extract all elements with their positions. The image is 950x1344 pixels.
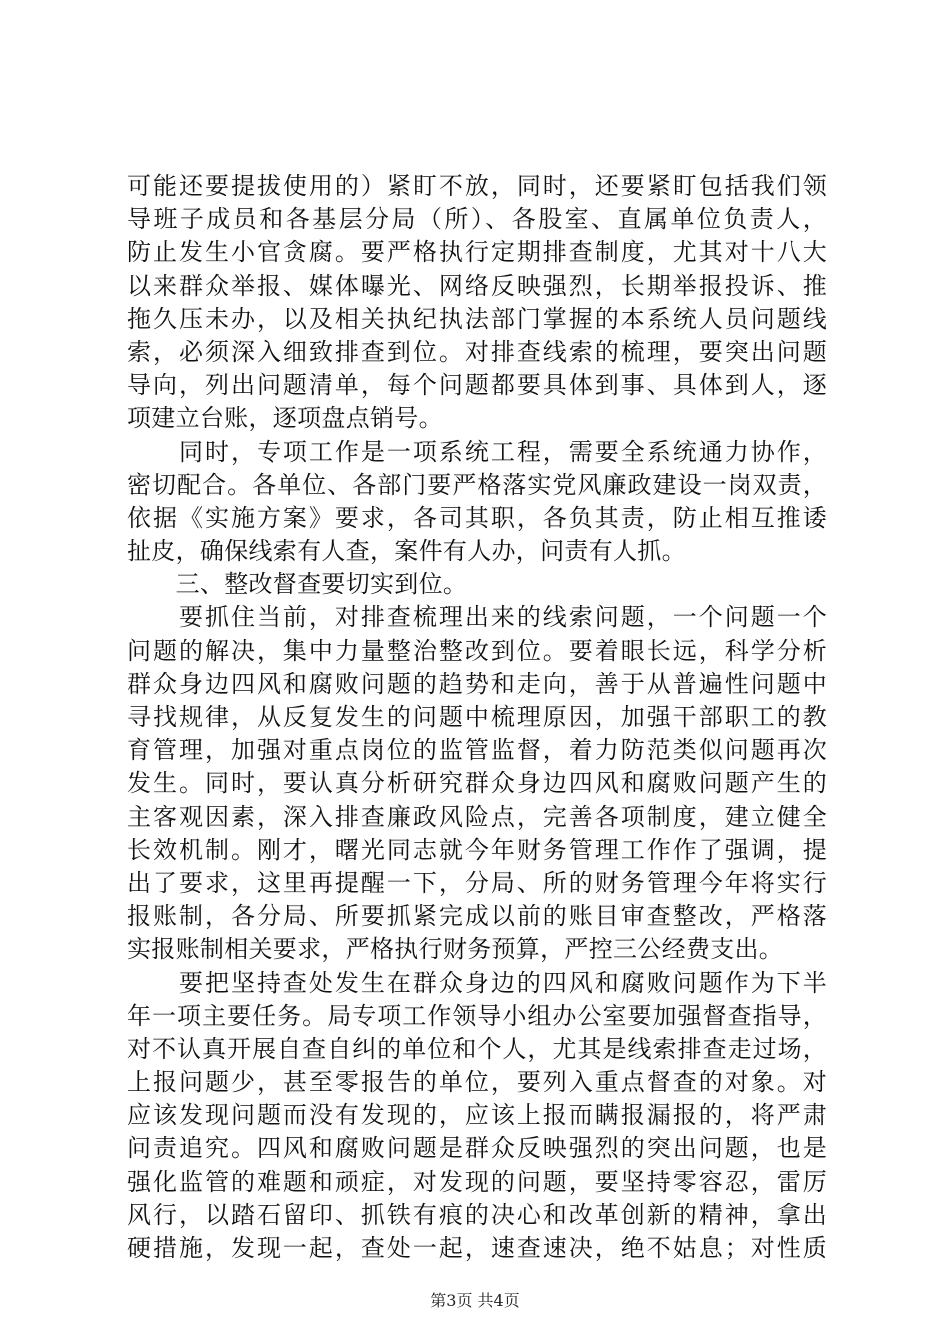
text-line: 依据《实施方案》要求，各司其职，各负其责，防止相互推诿 xyxy=(127,503,827,532)
text-line: 群众身边四风和腐败问题的趋势和走向，善于从普遍性问题中 xyxy=(127,669,827,698)
text-line: 寻找规律，从反复发生的问题中梳理原因，加强干部职工的教 xyxy=(127,703,827,731)
text-line: 要把坚持查处发生在群众身边的四风和腐败问题作为下半 xyxy=(127,968,827,997)
text-line: 发生。同时，要认真分析研究群众身边四风和腐败问题产生的 xyxy=(127,769,827,798)
text-line: 上报问题少，甚至零报告的单位，要列入重点督查的对象。对 xyxy=(127,1068,827,1097)
text-line: 年一项主要任务。局专项工作领导小组办公室要加强督查指导， xyxy=(127,1001,827,1030)
text-line: 可能还要提拔使用的）紧盯不放，同时，还要紧盯包括我们领 xyxy=(127,172,827,200)
text-line: 索，必须深入细致排查到位。对排查线索的梳理，要突出问题 xyxy=(127,337,827,366)
text-line: 实报账制相关要求，严格执行财务预算，严控三公经费支出。 xyxy=(127,935,784,964)
text-line: 长效机制。刚才，曙光同志就今年财务管理工作作了强调，提 xyxy=(127,835,827,864)
text-line: 育管理，加强对重点岗位的监管监督，着力防范类似问题再次 xyxy=(127,736,827,765)
text-line: 项建立台账，逐项盘点销号。 xyxy=(127,404,443,433)
text-line: 硬措施，发现一起，查处一起，速查速决，绝不姑息；对性质 xyxy=(127,1234,827,1262)
text-line: 拖久压未办，以及相关执纪执法部门掌握的本系统人员问题线 xyxy=(127,304,827,333)
text-line: 风行，以踏石留印、抓铁有痕的决心和改革创新的精神，拿出 xyxy=(127,1200,827,1229)
text-line: 防止发生小官贪腐。要严格执行定期排查制度，尤其对十八大 xyxy=(127,238,827,267)
text-line: 导向，列出问题清单，每个问题都要具体到事、具体到人，逐 xyxy=(127,371,827,400)
text-line: 导班子成员和各基层分局（所）、各股室、直属单位负责人， xyxy=(127,205,827,234)
text-line: 对不认真开展自查自纠的单位和个人，尤其是线索排查走过场， xyxy=(127,1034,827,1063)
text-line: 问题的解决，集中力量整治整改到位。要着眼长远，科学分析 xyxy=(127,636,827,665)
page-footer: 第3页 共4页 xyxy=(430,1291,520,1310)
text-line: 应该发现问题而没有发现的，应该上报而瞒报漏报的，将严肃 xyxy=(127,1101,827,1130)
text-line: 主客观因素，深入排查廉政风险点，完善各项制度，建立健全 xyxy=(127,802,827,831)
text-line: 强化监管的难题和顽症，对发现的问题，要坚持零容忍，雷厉 xyxy=(127,1167,827,1196)
text-line: 报账制，各分局、所要抓紧完成以前的账目审查整改，严格落 xyxy=(127,902,827,931)
text-line: 出了要求，这里再提醒一下，分局、所的财务管理今年将实行 xyxy=(127,868,827,897)
document-body xyxy=(127,170,827,1265)
text-line: 密切配合。各单位、各部门要严格落实党风廉政建设一岗双责， xyxy=(127,470,827,499)
text-line: 问责追究。四风和腐败问题是群众反映强烈的突出问题，也是 xyxy=(127,1134,827,1163)
text-line: 三、整改督查要切实到位。 xyxy=(127,570,468,599)
text-line: 以来群众举报、媒体曝光、网络反映强烈，长期举报投诉、推 xyxy=(127,271,827,300)
text-line: 同时，专项工作是一项系统工程，需要全系统通力协作， xyxy=(127,437,827,466)
text-line: 要抓住当前，对排查梳理出来的线索问题，一个问题一个 xyxy=(127,603,827,632)
text-line: 扯皮，确保线索有人查，案件有人办，问责有人抓。 xyxy=(127,537,686,566)
